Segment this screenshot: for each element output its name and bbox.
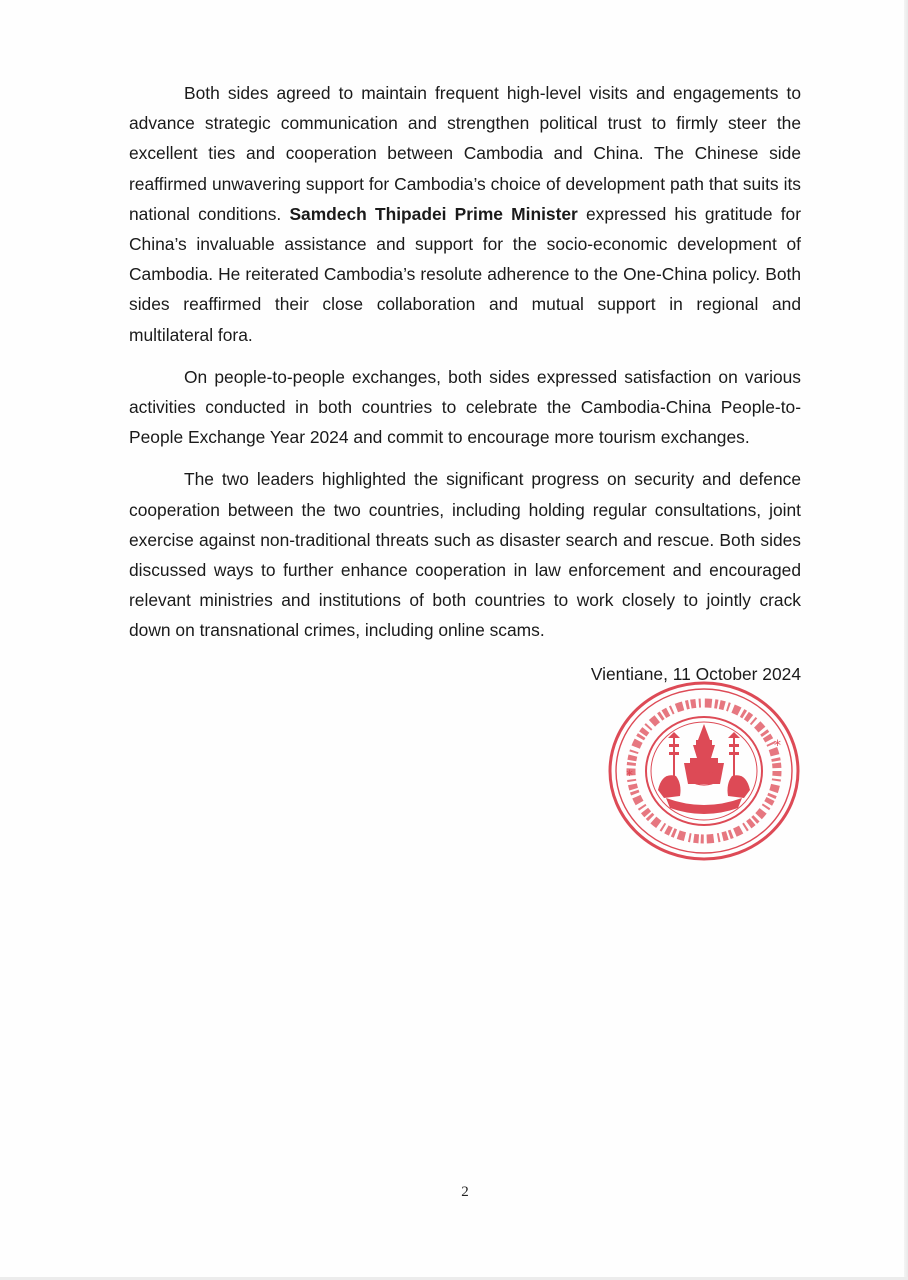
official-seal-icon (606, 680, 802, 862)
paragraph-people-exchanges: On people-to-people exchanges, both sides expressed satisfaction on various activities conducted in both countries to celebrate the Cambodia-China People-to-People Exchange Year 2024 and commit to encourage more tourism exchanges. (129, 366, 801, 448)
paragraph-text: Both sides agreed to maintain frequent high-level visits and engagements to advance strategic communication and strengthen political trust to firmly steer the excellent ties and cooperation between Cambodia and China. The Chinese side reaffirmed unwavering support for Cambodia’s choice of development path that suits its national conditions. (129, 83, 801, 224)
bold-title: Samdech Thipadei Prime Minister (289, 203, 578, 224)
svg-text:*: * (774, 738, 781, 754)
document-body (129, 78, 801, 658)
paragraph-text: expressed his gratitude for China’s invaluable assistance and support for the socio-economic development of Cambodia. He reiterated Cambodia’s resolute adherence to the One-China policy. Both sides reaffirmed their close collaboration and mutual support in regional and multilateral fora. (129, 203, 801, 345)
paragraph-security-defence: The two leaders highlighted the significant progress on security and defence cooperation between the two countries, including holding regular consultations, joint exercise against non-traditional threats such as disaster search and rescue. Both sides discussed ways to further enhance cooperation in law enforcement and encouraged relevant ministries and institutions of both countries to work closely to jointly crack down on transnational crimes, including online scams. (129, 469, 801, 641)
paragraph-high-level-visits (129, 78, 801, 350)
svg-text:*: * (626, 768, 633, 784)
page-number: 2 (461, 1184, 469, 1200)
page-edge-shadow (904, 0, 908, 1280)
dateline: Vientiane, 11 October 2024 (590, 664, 801, 684)
